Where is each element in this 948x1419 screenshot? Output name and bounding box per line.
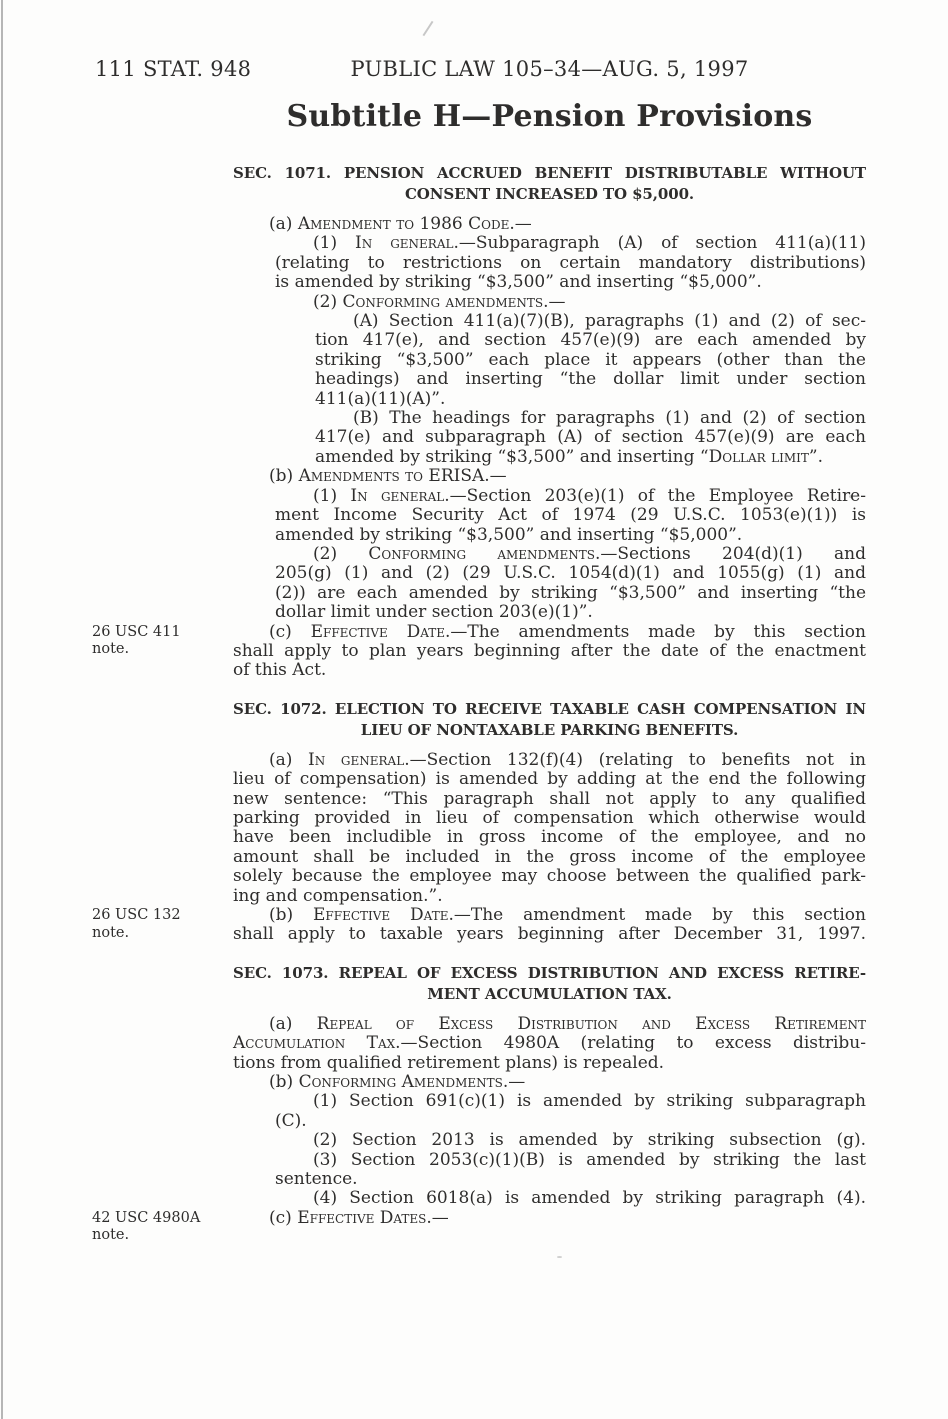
statute-paragraph — [92, 905, 866, 945]
body-text: (A) Section 411(a)(7)(B), paragraphs (1) and (2) of sec- — [353, 311, 866, 332]
body-text: (1) — [313, 485, 351, 506]
body-text: tion 417(e), and section 457(e)(9) are each amended by — [315, 330, 866, 351]
body-text: 205(g) (1) and (2) (29 U.S.C. 1054(d)(1) and 1055(g) (1) and — [275, 563, 866, 584]
statute-paragraph — [233, 751, 866, 906]
text-line — [233, 1073, 866, 1092]
text-line — [275, 506, 866, 525]
text-line — [233, 809, 866, 828]
text-line — [233, 848, 866, 867]
statute-paragraph — [233, 215, 866, 234]
text-line — [275, 487, 866, 506]
body-text: .—Subparagraph (A) of section 411(a)(11) — [453, 233, 866, 254]
body-text: 411(a)(11)(A)”. — [315, 388, 446, 409]
text-line — [275, 584, 866, 603]
body-text: headings) and inserting “the dollar limit under section — [315, 369, 866, 390]
text-line — [275, 1189, 866, 1208]
text-line — [275, 273, 866, 292]
text-line — [233, 867, 866, 886]
small-caps-text: Amendment to 1986 Code — [297, 214, 510, 234]
body-text: tions from qualified retirement plans) is repealed. — [233, 1052, 665, 1073]
body-text: (1) Section 691(c)(1) is amended by striking subparagraph — [313, 1091, 866, 1112]
body-text: is amended by striking “$3,500” and inserting “$5,000”. — [275, 272, 762, 293]
body-text: amount shall be included in the gross income of the employee — [233, 846, 866, 867]
text-line — [233, 467, 866, 486]
text-line — [315, 351, 866, 370]
body-text: .—Section 4980A (relating to excess distribu- — [395, 1033, 866, 1054]
text-line — [275, 254, 866, 273]
section-heading — [233, 963, 866, 1005]
statute-paragraph — [275, 545, 866, 623]
text-line — [275, 1170, 866, 1189]
body-text: (c) — [269, 621, 311, 642]
text-line — [275, 1092, 866, 1111]
text-line — [275, 293, 866, 312]
small-caps-text: In general — [350, 485, 445, 506]
body-text: 417(e) and subparagraph (A) of section 457(e)(9) are each — [315, 427, 866, 448]
body-text: (2) Section 2013 is amended by striking subsection (g). — [313, 1130, 866, 1151]
scan-artifact — [423, 21, 434, 36]
body-text: ing and compensation.”. — [233, 885, 443, 906]
statute-paragraph — [275, 234, 866, 292]
small-caps-text: Repeal of Excess Distribution and Excess Retirement — [316, 1013, 866, 1034]
body-text: have been includible in gross income of the employee, and no — [233, 827, 866, 848]
statute-paragraph — [275, 487, 866, 545]
body-text: lieu of compensation) is amended by adding at the end the following — [233, 769, 866, 790]
text-line — [315, 331, 866, 350]
body-text: .—The amendments made by this section — [444, 621, 866, 642]
text-line — [275, 1151, 866, 1170]
heading-line: SEC. 1073. REPEAL OF EXCESS DISTRIBUTION AND EXCESS RETIRE- — [233, 963, 866, 982]
text-line — [275, 545, 866, 564]
body-text: (1) — [313, 233, 356, 254]
text-line — [233, 215, 866, 234]
body-text: .— — [543, 291, 566, 312]
section-heading — [233, 699, 866, 741]
small-caps-text: Effective Date — [313, 905, 449, 925]
text-line — [233, 751, 866, 770]
body-text: (3) Section 2053(c)(1)(B) is amended by striking the last — [313, 1149, 866, 1170]
body-text: (relating to restrictions on certain mandatory distributions) — [275, 252, 866, 273]
text-line — [233, 1034, 866, 1053]
statute-paragraph — [233, 1015, 866, 1073]
body-text: (C). — [275, 1110, 307, 1131]
body-text: (2) — [313, 291, 343, 312]
statute-paragraph — [233, 1073, 866, 1092]
body-text: .—Section 203(e)(1) of the Employee Retire- — [444, 485, 866, 506]
body-text: parking provided in lieu of compensation which otherwise would — [233, 807, 866, 828]
statute-paragraph — [275, 1189, 866, 1208]
small-caps-text: Amendments to ERISA — [298, 466, 485, 487]
body-text: dollar limit under section 203(e)(1)”. — [275, 602, 593, 623]
text-line — [233, 770, 866, 789]
text-line — [233, 1015, 866, 1034]
body-text: (4) Section 6018(a) is amended by striking paragraph (4). — [313, 1188, 866, 1209]
text-line — [233, 642, 866, 661]
small-caps-text: Conforming Amendments — [298, 1072, 503, 1093]
body-text: (b) — [269, 466, 299, 487]
small-caps-text: Accumulation Tax — [233, 1033, 396, 1054]
statute-body — [92, 163, 866, 1244]
text-line — [275, 234, 866, 253]
statute-paragraph — [92, 621, 866, 681]
text-line — [315, 428, 866, 447]
usc-margin-note: 26 USC 132 note. — [92, 907, 181, 941]
small-caps-text: Conforming amendments — [342, 291, 544, 312]
text-line — [233, 790, 866, 809]
body-text: (a) — [269, 1013, 317, 1034]
text-line — [275, 564, 866, 583]
text-line — [233, 623, 866, 642]
small-caps-text: In general — [308, 749, 405, 770]
body-text: amended by striking “$3,500” and inserting “ — [315, 446, 709, 467]
heading-line: LIEU OF NONTAXABLE PARKING BENEFITS. — [360, 720, 739, 739]
public-law-header: PUBLIC LAW 105–34—AUG. 5, 1997 — [350, 57, 749, 81]
text-line — [275, 1112, 866, 1131]
text-line — [233, 906, 866, 925]
body-text: (B) The headings for paragraphs (1) and (2) of section — [353, 408, 866, 429]
scan-artifact — [557, 1256, 562, 1258]
body-text: .— — [502, 1072, 526, 1093]
text-line — [233, 828, 866, 847]
section-heading — [233, 163, 866, 205]
heading-line: CONSENT INCREASED TO $5,000. — [404, 185, 695, 203]
body-text: .— — [509, 214, 532, 234]
heading-line: SEC. 1072. ELECTION TO RECEIVE TAXABLE CASH COMPENSATION IN — [233, 699, 866, 718]
text-line — [233, 925, 866, 944]
small-caps-text: Effective Date — [310, 621, 445, 642]
body-text: ment Income Security Act of 1974 (29 U.S.C. 1053(e)(1)) is — [275, 505, 866, 526]
body-text: .— — [426, 1207, 449, 1228]
body-text: sentence. — [275, 1169, 358, 1190]
text-line — [315, 312, 866, 331]
small-caps-text: Effective Dates — [297, 1207, 427, 1228]
body-text: ”. — [808, 446, 823, 467]
body-text: .—Section 132(f)(4) (relating to benefits not in — [404, 749, 866, 770]
body-text: solely because the employee may choose between the qualified park- — [233, 866, 866, 887]
body-text: .—The amendment made by this section — [448, 905, 866, 925]
usc-margin-note: 26 USC 411 note. — [92, 623, 181, 658]
statute-paragraph — [275, 1092, 866, 1131]
statute-paragraph — [233, 467, 866, 486]
statute-paragraph — [275, 1131, 866, 1150]
text-line — [275, 1131, 866, 1150]
page-scan-edge — [1, 0, 3, 1419]
body-text: .—Sections 204(d)(1) and — [594, 543, 866, 564]
subtitle-heading: Subtitle H—Pension Provisions — [286, 99, 813, 134]
text-line — [275, 526, 866, 545]
statute-paragraph — [315, 409, 866, 467]
statute-paragraph — [315, 312, 866, 409]
text-line — [233, 887, 866, 906]
body-text: amended by striking “$3,500” and inserting “$5,000”. — [275, 524, 743, 545]
body-text: shall apply to taxable years beginning after December 31, 1997. — [233, 924, 866, 945]
heading-line: MENT ACCUMULATION TAX. — [427, 984, 672, 1003]
stat-page-number: 111 STAT. 948 — [95, 57, 252, 81]
body-text: (a) — [269, 749, 309, 770]
body-text: .— — [484, 466, 507, 487]
body-text: striking “$3,500” each place it appears (other than the — [315, 349, 866, 370]
statute-paragraph — [275, 1151, 866, 1190]
statute-paragraph — [92, 1207, 866, 1244]
text-line — [315, 448, 866, 467]
body-text: of this Act. — [233, 660, 327, 681]
body-text: (2)) are each amended by striking “$3,500” and inserting “the — [275, 582, 866, 603]
small-caps-text: Conforming amendments — [368, 543, 595, 564]
small-caps-text: In general — [355, 233, 454, 254]
text-line — [275, 603, 866, 622]
body-text: (b) — [269, 1072, 299, 1093]
body-text: (a) — [269, 214, 298, 234]
body-text: new sentence: “This paragraph shall not apply to any qualified — [233, 788, 866, 809]
text-line — [233, 1054, 866, 1073]
body-text: (b) — [269, 905, 314, 925]
small-caps-text: Dollar limit — [708, 446, 809, 467]
text-line — [233, 1209, 866, 1228]
body-text: (c) — [269, 1207, 298, 1228]
body-text: (2) — [313, 543, 369, 564]
text-line — [315, 390, 866, 409]
text-line — [315, 370, 866, 389]
body-text: shall apply to plan years beginning after the date of the enactment — [233, 640, 866, 661]
text-line — [233, 661, 866, 680]
statute-paragraph — [275, 293, 866, 312]
heading-line: SEC. 1071. PENSION ACCRUED BENEFIT DISTRIBUTABLE WITHOUT — [233, 164, 866, 182]
usc-margin-note: 42 USC 4980A note. — [92, 1209, 201, 1244]
text-line — [315, 409, 866, 428]
